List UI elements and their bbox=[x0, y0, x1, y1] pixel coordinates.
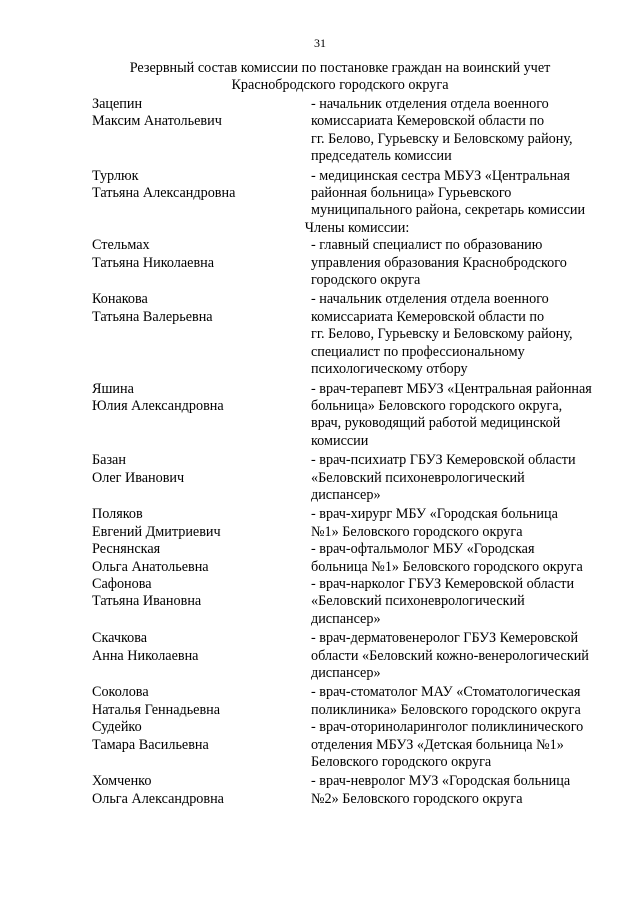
person-name bbox=[92, 576, 311, 611]
members-heading: Члены комиссии: bbox=[304, 219, 410, 236]
person-name bbox=[92, 684, 311, 719]
person-name bbox=[92, 96, 311, 131]
commission-entry bbox=[92, 291, 632, 378]
title-line-2: Краснобродского городского округа bbox=[231, 77, 449, 93]
person-surname: Конакова bbox=[92, 291, 148, 308]
person-given-name: Ольга Анатольевна bbox=[92, 558, 209, 575]
person-given-name: Татьяна Николаевна bbox=[92, 254, 215, 271]
person-given-name: Татьяна Александровна bbox=[92, 185, 236, 202]
person-position: - главный специалист по образованию управления образования Краснобродского городского округа bbox=[311, 237, 567, 289]
title-line-1: Резервный состав комиссии по постановке граждан на воинский учет bbox=[129, 60, 551, 76]
person-given-name: Татьяна Валерьевна bbox=[92, 308, 213, 325]
person-name bbox=[92, 452, 311, 487]
person-position: - медицинская сестра МБУЗ «Центральная районная больница» Гурьевского муниципального района, секретарь комиссии bbox=[311, 167, 586, 219]
commission-entry bbox=[92, 773, 632, 808]
person-position: - врач-хирург МБУ «Городская больница №1» Беловского городского округа bbox=[311, 506, 558, 540]
person-name bbox=[92, 506, 311, 541]
commission-entry bbox=[92, 237, 632, 289]
person-given-name: Ольга Александровна bbox=[92, 790, 224, 807]
person-surname: Реснянская bbox=[92, 541, 161, 558]
person-name bbox=[92, 381, 311, 416]
person-name bbox=[92, 541, 311, 576]
person-position: - врач-стоматолог МАУ «Стоматологическая поликлиника» Беловского городского округа bbox=[311, 684, 581, 718]
person-surname: Соколова bbox=[92, 684, 149, 701]
person-surname: Поляков bbox=[92, 506, 143, 523]
person-given-name: Максим Анатольевич bbox=[92, 113, 222, 130]
person-position: - врач-невролог МУЗ «Городская больница №2» Беловского городского округа bbox=[311, 773, 571, 807]
person-surname: Скачкова bbox=[92, 630, 148, 647]
members-heading-row bbox=[92, 220, 632, 237]
page-number: 31 bbox=[314, 36, 326, 50]
person-position: - врач-психиатр ГБУЗ Кемеровской области «Беловский психоневрологический диспансер» bbox=[311, 452, 576, 503]
commission-entry bbox=[92, 452, 632, 504]
commission-entry bbox=[92, 630, 632, 682]
person-given-name: Юлия Александровна bbox=[92, 397, 224, 414]
person-given-name: Тамара Васильевна bbox=[92, 736, 209, 753]
commission-entry bbox=[92, 541, 632, 576]
person-surname: Стельмах bbox=[92, 237, 150, 254]
commission-entry bbox=[92, 684, 632, 719]
person-surname: Турлюк bbox=[92, 167, 139, 184]
person-surname: Хомченко bbox=[92, 773, 152, 790]
person-name bbox=[92, 630, 311, 665]
person-surname: Базан bbox=[92, 452, 126, 469]
commission-entry bbox=[92, 719, 632, 771]
person-position: - врач-терапевт МБУЗ «Центральная районная больница» Беловского городского округа, врач, руководящий работой медицинской комиссии bbox=[311, 380, 592, 449]
commission-entry bbox=[92, 506, 632, 541]
person-given-name: Евгений Дмитриевич bbox=[92, 523, 221, 540]
person-surname: Яшина bbox=[92, 380, 134, 397]
person-name bbox=[92, 237, 311, 272]
person-surname: Судейко bbox=[92, 719, 142, 736]
commission-list bbox=[92, 96, 632, 808]
person-position: - врач-дерматовенеролог ГБУЗ Кемеровской области «Беловский кожно-венерологический диспансер» bbox=[311, 630, 589, 681]
commission-entry bbox=[92, 96, 632, 166]
person-given-name: Татьяна Ивановна bbox=[92, 593, 202, 610]
person-position: - врач-оториноларинголог поликлинического отделения МБУЗ «Детская больница №1» Беловского городского округа bbox=[311, 719, 584, 771]
person-position: - начальник отделения отдела военного комиссариата Кемеровской области по гг. Белово, Гурьевску и Беловскому району, специалист по профессиональному психологическому отбору bbox=[311, 291, 573, 378]
person-surname: Зацепин bbox=[92, 96, 143, 112]
commission-entry bbox=[92, 576, 632, 628]
commission-entry bbox=[92, 168, 632, 220]
document-title bbox=[80, 60, 600, 94]
person-given-name: Анна Николаевна bbox=[92, 647, 199, 664]
person-position: - врач-нарколог ГБУЗ Кемеровской области «Беловский психоневрологический диспансер» bbox=[311, 575, 575, 627]
person-name bbox=[92, 773, 311, 808]
person-name bbox=[92, 719, 311, 754]
person-given-name: Наталья Геннадьевна bbox=[92, 701, 221, 718]
person-name bbox=[92, 291, 311, 326]
person-given-name: Олег Иванович bbox=[92, 469, 185, 486]
person-name bbox=[92, 168, 311, 203]
commission-entry bbox=[92, 381, 632, 451]
person-position: - начальник отделения отдела военного комиссариата Кемеровской области по гг. Белово, Гурьевску и Беловскому району, председатель комиссии bbox=[311, 96, 573, 165]
person-surname: Сафонова bbox=[92, 575, 152, 592]
person-position: - врач-офтальмолог МБУ «Городская больница №1» Беловского городского округа bbox=[311, 541, 583, 575]
